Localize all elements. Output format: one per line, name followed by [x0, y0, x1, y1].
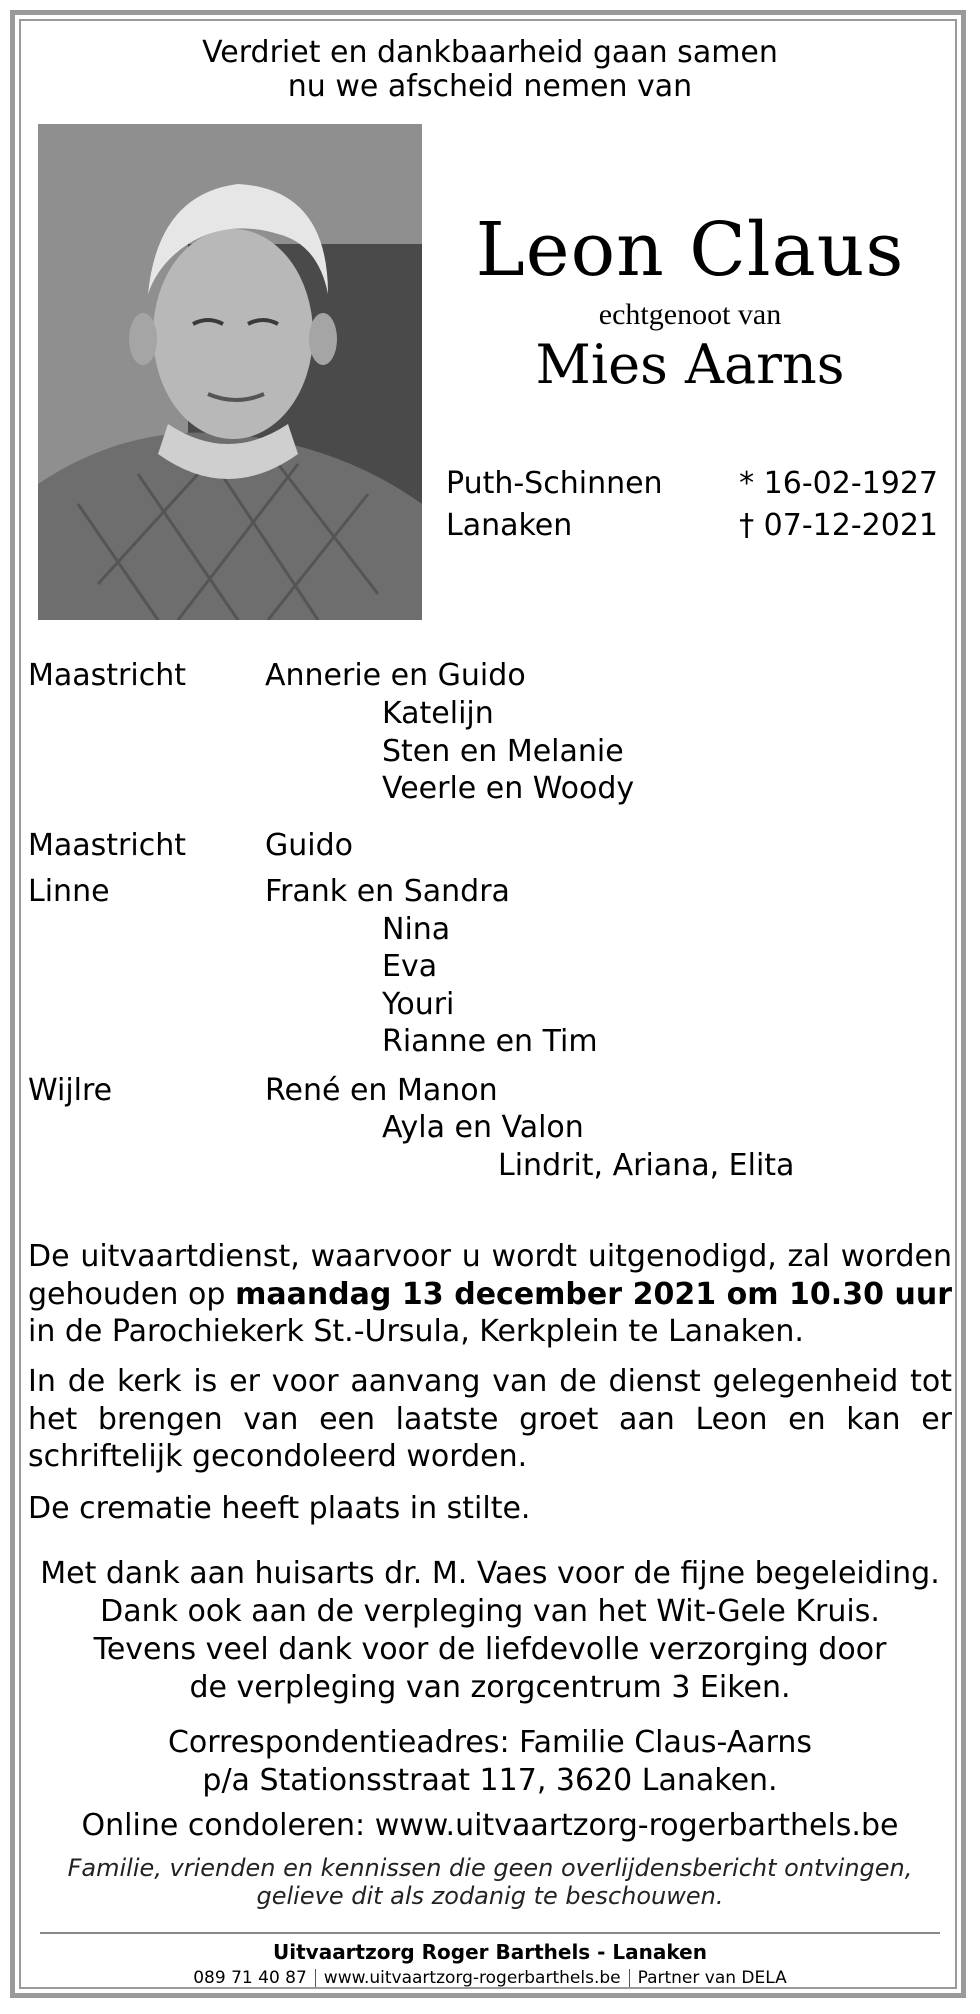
correspondence-line-1: Correspondentieadres: Familie Claus-Aarns: [167, 1725, 813, 1760]
family-place: Wijlre: [28, 1073, 113, 1108]
family-member: René en Manon: [265, 1073, 498, 1108]
correspondence-line-2: p/a Stationsstraat 117, 3620 Lanaken.: [202, 1763, 778, 1798]
family-member: Rianne en Tim: [382, 1024, 598, 1059]
thanks-block: [0, 1555, 980, 1707]
family-member: Guido: [265, 828, 353, 863]
family-member: Nina: [382, 912, 451, 947]
notice-line-2: gelieve dit als zodanig te beschouwen.: [256, 1882, 724, 1910]
funeral-home-name: Uitvaartzorg Roger Barthels - Lanaken: [273, 1940, 707, 1964]
intro-line-1: Verdriet en dankbaarheid gaan samen: [202, 35, 778, 70]
family-member: Eva: [382, 949, 438, 984]
death-date: † 07-12-2021: [739, 508, 938, 543]
birth-place: Puth-Schinnen: [446, 466, 663, 501]
notice-note: [0, 1854, 980, 1910]
intro-text: [0, 36, 980, 104]
family-place: Maastricht: [28, 658, 186, 693]
family-place: Maastricht: [28, 828, 186, 863]
portrait-illustration: [38, 124, 422, 620]
birth-date: * 16-02-1927: [739, 466, 938, 501]
family-member: Lindrit, Ariana, Elita: [498, 1148, 795, 1183]
portrait-photo: [38, 124, 422, 620]
online-condolence: Online condoleren: www.uitvaartzorg-rogerbarthels.be: [81, 1808, 899, 1843]
thanks-line-1: Met dank aan huisarts dr. M. Vaes voor de fijne begeleiding.: [40, 1556, 940, 1591]
spouse-name: Mies Aarns: [535, 333, 845, 396]
footer-partner: Partner van DELA: [637, 1968, 787, 1988]
spouse-label: echtgenoot van: [598, 298, 782, 331]
family-member: Katelijn: [382, 696, 494, 731]
notice-line-1: Familie, vrienden en kennissen die geen overlijdensbericht ontvingen,: [67, 1854, 913, 1882]
family-member: Sten en Melanie: [382, 734, 624, 769]
death-place: Lanaken: [446, 508, 573, 543]
family-member: Annerie en Guido: [265, 658, 526, 693]
deceased-name: Leon Claus: [475, 207, 905, 293]
farewell-paragraph: In de kerk is er voor aanvang van de dienst gelegenheid tot het brengen van een laatste groet aan Leon en kan er schriftelijk gecondoleerd worden.: [28, 1364, 952, 1474]
service-text-b: in de Parochiekerk St.-Ursula, Kerkplein te Lanaken.: [28, 1314, 804, 1349]
footer-contact-line: [0, 1968, 980, 1988]
footer-phone: 089 71 40 87: [193, 1968, 307, 1988]
footer-divider: [40, 1932, 940, 1934]
footer-separator: [629, 1969, 630, 1987]
thanks-line-4: de verpleging van zorgcentrum 3 Eiken.: [189, 1670, 791, 1705]
service-paragraph: [28, 1238, 952, 1351]
footer-separator: [315, 1969, 316, 1987]
family-member: Veerle en Woody: [382, 771, 635, 806]
service-date-time: maandag 13 december 2021 om 10.30 uur: [235, 1276, 952, 1312]
thanks-line-3: Tevens veel dank voor de liefdevolle verzorging door: [93, 1632, 887, 1667]
service-text-a: De uitvaartdienst, waarvoor u wordt uitgenodigd, zal worden gehouden op: [28, 1239, 952, 1312]
family-member: Youri: [382, 987, 455, 1022]
footer-website: www.uitvaartzorg-rogerbarthels.be: [323, 1968, 621, 1988]
family-member: Frank en Sandra: [265, 874, 510, 909]
cremation-paragraph: De crematie heeft plaats in stilte.: [28, 1491, 531, 1526]
thanks-line-2: Dank ook aan de verpleging van het Wit-Gele Kruis.: [100, 1594, 880, 1629]
intro-line-2: nu we afscheid nemen van: [287, 69, 693, 104]
correspondence-block: [0, 1724, 980, 1800]
family-place: Linne: [28, 874, 110, 909]
family-member: Ayla en Valon: [382, 1110, 584, 1145]
